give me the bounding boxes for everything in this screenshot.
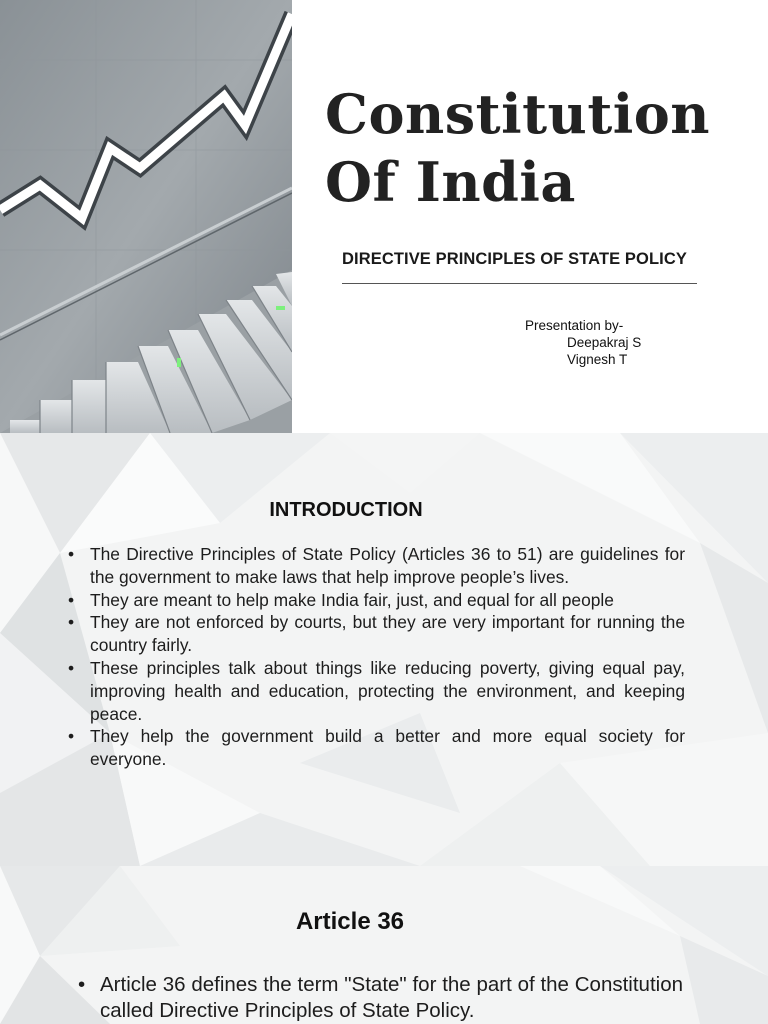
presented-by-label: Presentation by- [525,318,624,333]
article-36-slide [0,866,768,1024]
list-item: • The Directive Principles of State Policy (Articles 36 to 51) are guidelines for the government to make laws that help improve people’s lives. [68,543,685,589]
title-slide [0,0,768,433]
introduction-list [68,543,685,771]
presenters-block [525,317,641,368]
presentation-title: Constitution Of India [325,82,711,214]
list-item: • These principles talk about things like reducing poverty, giving equal pay, improving health and education, protecting the environment, and keeping peace. [68,657,685,725]
list-item: • They are not enforced by courts, but they are very important for running the country fairly. [68,611,685,657]
title-divider [342,283,697,284]
introduction-slide [0,433,768,866]
list-item: • Article 36 defines the term "State" for the part of the Constitution called Directive Principles of State Policy. [78,972,683,1024]
presenter-name: Deepakraj S [567,335,642,350]
presentation-subtitle: DIRECTIVE PRINCIPLES OF STATE POLICY [342,250,687,268]
article-36-list [78,972,683,1024]
section-heading: Article 36 [295,908,405,935]
list-item: • They help the government build a better and more equal society for everyone. [68,725,685,771]
staircase-arrow-image [0,0,292,433]
list-item: • They are meant to help make India fair, just, and equal for all people [68,589,685,612]
section-heading: INTRODUCTION [269,499,423,521]
presenter-name: Vignesh T [567,352,628,367]
